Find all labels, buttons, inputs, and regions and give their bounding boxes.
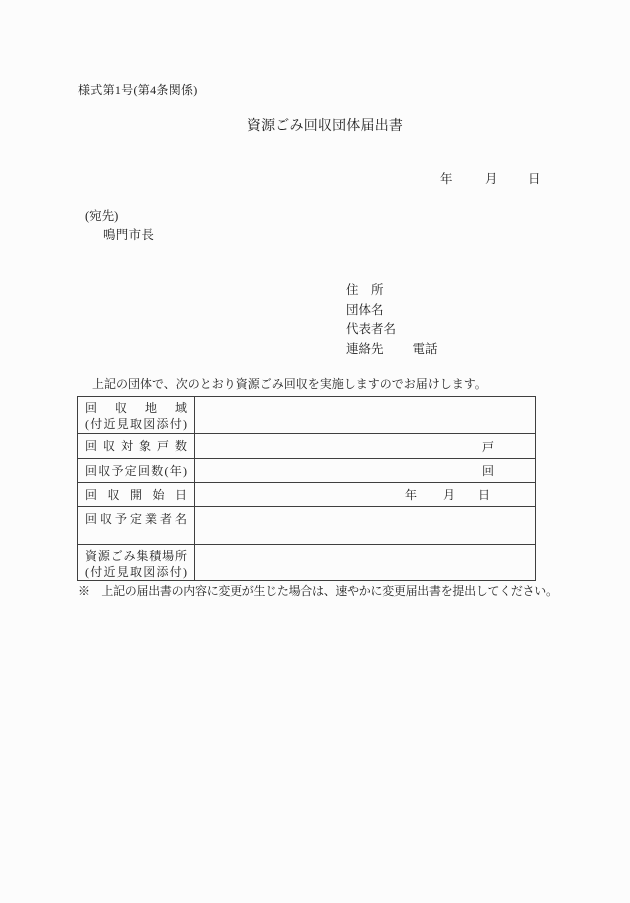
target-households-label: 回収対象戸数 (78, 434, 195, 459)
representative-name-label: 代表者名 (346, 322, 397, 337)
submission-date-line (0, 172, 630, 188)
planned-collections-label: 回収予定回数(年) (78, 459, 195, 483)
form-number: 様式第1号(第4条関係) (78, 83, 198, 97)
day-label: 日 (528, 172, 541, 186)
collection-point-label: 資源ごみ集積場所 (付近見取図添付) (78, 545, 195, 581)
contact-label: 連絡先 (346, 341, 384, 356)
start-date-label: 回収開始日 (78, 483, 195, 507)
year-label: 年 (440, 172, 453, 186)
day-label: 日 (478, 487, 491, 502)
planned-contractor-field[interactable] (195, 507, 536, 545)
table-row (78, 459, 536, 483)
planned-collections-field[interactable] (195, 459, 536, 483)
address-label: 住 所 (346, 283, 384, 297)
footnote: ※ 上記の届出書の内容に変更が生じた場合は、速やかに変更届出書を提出してください。 (78, 584, 558, 598)
table-row (78, 507, 536, 545)
intro-sentence: 上記の団体で、次のとおり資源ごみ回収を実施しますのでお届けします。 (92, 377, 487, 391)
collection-point-field[interactable] (195, 545, 536, 581)
times-unit-label: 回 (481, 464, 494, 478)
month-label: 月 (485, 172, 498, 186)
applicant-block (346, 281, 438, 359)
collection-details-table (77, 396, 536, 581)
month-label: 月 (443, 487, 456, 502)
collection-area-field[interactable] (195, 397, 536, 434)
contact-line (346, 340, 438, 360)
document-title: 資源ごみ回収団体届出書 (246, 119, 404, 134)
target-households-field[interactable] (195, 434, 536, 459)
table-row (78, 434, 536, 459)
addressee-name: 鳴門市長 (103, 228, 155, 242)
year-label: 年 (405, 487, 418, 502)
start-date-field[interactable] (195, 483, 536, 507)
planned-contractor-label: 回収予定業者名 (78, 507, 195, 545)
addressee-prefix: (宛先) (85, 209, 119, 223)
households-unit-label: 戸 (481, 439, 494, 454)
table-row (78, 483, 536, 507)
collection-area-label: 回収地域 (付近見取図添付) (78, 397, 195, 434)
phone-label: 電話 (412, 341, 438, 356)
table-row (78, 545, 536, 581)
organization-name-label: 団体名 (346, 302, 384, 317)
table-row (78, 397, 536, 434)
